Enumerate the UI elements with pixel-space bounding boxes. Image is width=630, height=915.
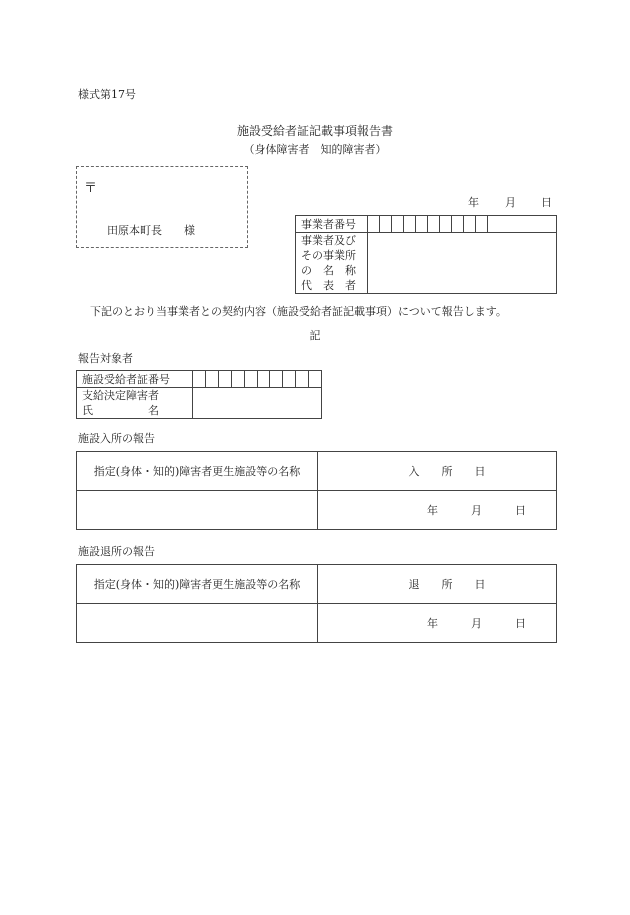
certificate-digit-8[interactable] [283,371,296,388]
business-number-digit-6[interactable] [428,216,440,233]
business-number-digit-2[interactable] [380,216,392,233]
discharge-date-field[interactable]: 年 月 日 [318,604,557,643]
date-year: 年 [468,196,479,209]
document-subtitle: （身体障害者 知的障害者） [243,143,387,156]
certificate-digit-5[interactable] [244,371,257,388]
recipient-name: 田原本町長 様 [107,224,195,237]
business-info-table [295,215,557,294]
person-name-field[interactable] [193,388,322,419]
certificate-digit-6[interactable] [257,371,270,388]
certificate-digit-10[interactable] [309,371,322,388]
business-number-label: 事業者番号 [296,216,368,233]
business-number-digit-4[interactable] [404,216,416,233]
business-name-label: 事業者及び その事業所 の 名 称 代 表 者 [296,233,368,294]
discharge-facility-label: 指定(身体・知的)障害者更生施設等の名称 [77,565,318,604]
certificate-digit-2[interactable] [205,371,218,388]
certificate-digit-4[interactable] [231,371,244,388]
document-title: 施設受給者証記載事項報告書 [236,124,393,138]
admission-facility-label: 指定(身体・知的)障害者更生施設等の名称 [77,452,318,491]
discharge-facility-field[interactable] [77,604,318,643]
address-box [76,166,248,248]
admission-section-heading: 施設入所の報告 [78,432,155,445]
discharge-section-heading: 施設退所の報告 [78,545,155,558]
business-number-digit-7[interactable] [440,216,452,233]
admission-date-field[interactable]: 年 月 日 [318,491,557,530]
date-day: 日 [541,196,552,209]
postal-mark: 〒 [84,181,98,196]
target-section-heading: 報告対象者 [78,352,133,365]
person-name-label: 支給決定障害者 氏 名 [77,388,193,419]
certificate-digit-1[interactable] [193,371,206,388]
business-number-digit-9[interactable] [464,216,476,233]
business-number-digit-3[interactable] [392,216,404,233]
discharge-table [76,564,557,643]
business-number-digit-10[interactable] [476,216,488,233]
admission-table [76,451,557,530]
admission-facility-field[interactable] [77,491,318,530]
business-number-digit-5[interactable] [416,216,428,233]
admission-date-header: 入 所 日 [318,452,557,491]
certificate-digit-7[interactable] [270,371,283,388]
business-number-digit-1[interactable] [368,216,380,233]
business-number-digit-8[interactable] [452,216,464,233]
business-name-field[interactable] [368,233,557,294]
discharge-date-header: 退 所 日 [318,565,557,604]
form-number: 様式第17号 [78,88,136,101]
statement-text: 下記のとおり当事業者との契約内容（施設受給者証記載事項）について報告します。 [90,305,507,318]
certificate-digit-9[interactable] [296,371,309,388]
certificate-digit-3[interactable] [218,371,231,388]
ki-heading: 記 [309,329,321,342]
date-month: 月 [505,196,516,209]
target-person-table [76,370,322,419]
certificate-number-label: 施設受給者証番号 [77,371,193,388]
